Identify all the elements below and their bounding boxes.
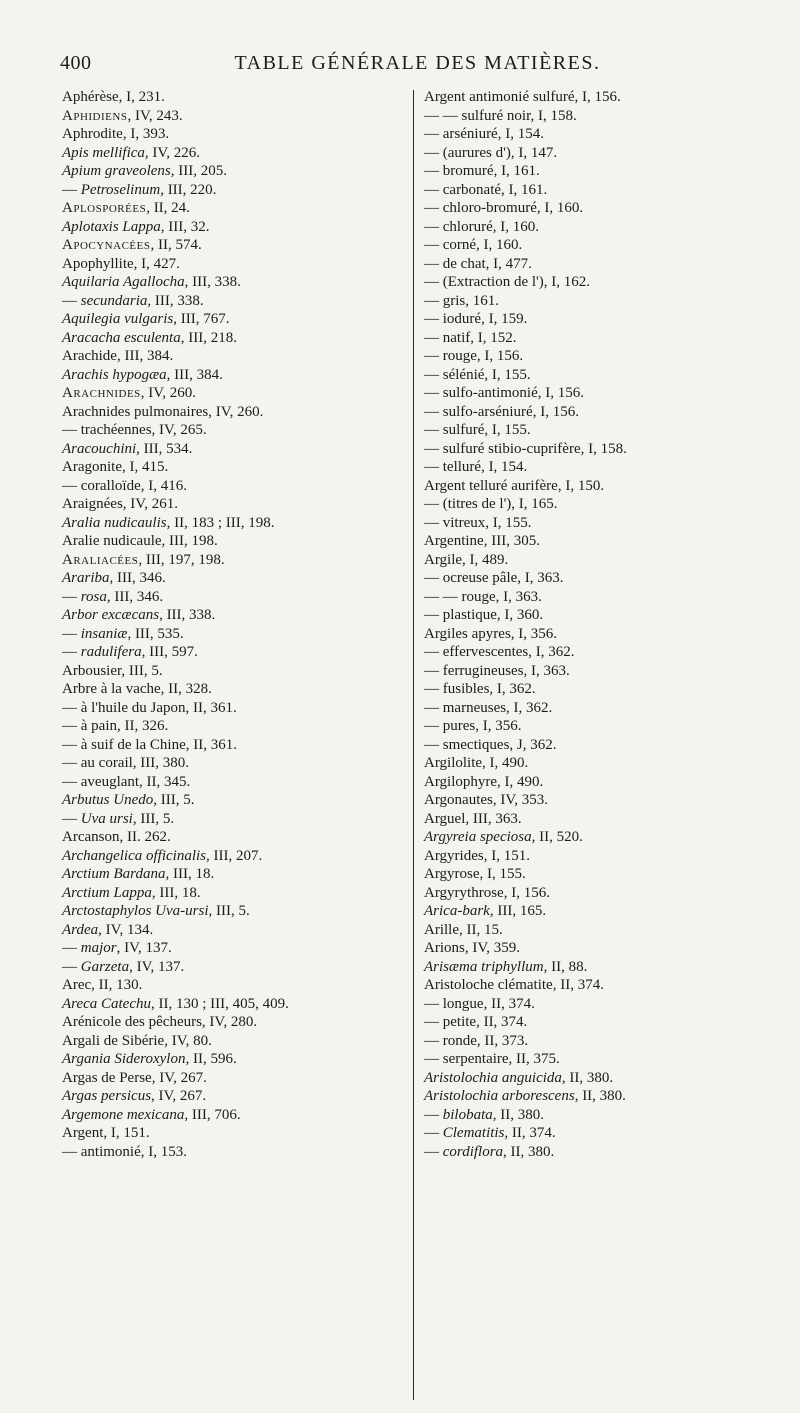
entry-text: , II, 130 ; III, 405, 409.	[151, 995, 289, 1012]
entry-text: Argonautes, IV, 353.	[424, 792, 549, 808]
entry-text: , III, 197, 198.	[138, 551, 225, 568]
index-entry	[62, 292, 402, 311]
index-column-right	[424, 88, 774, 1161]
index-entry	[424, 384, 774, 403]
running-title: TABLE GÉNÉRALE DES MATIÈRES.	[234, 52, 601, 74]
entry-latin-name: Clematitis	[442, 1125, 505, 1141]
entry-text: —	[62, 644, 81, 660]
entry-family-name: Araliacées	[62, 551, 139, 568]
index-entry	[62, 162, 402, 181]
entry-text: — plastique, I, 360.	[424, 607, 544, 623]
entry-text: , III, 18.	[165, 866, 215, 882]
entry-latin-name: Arctium Bardana	[62, 866, 166, 882]
index-entry	[62, 495, 402, 514]
entry-text: — (aurures d'), I, 147.	[424, 144, 558, 161]
entry-text: — carbonaté, I, 161.	[424, 181, 548, 198]
index-entry	[424, 495, 774, 514]
entry-text: Argyrythrose, I, 156.	[424, 884, 550, 901]
index-entry	[424, 273, 774, 292]
entry-text: — coralloïde, I, 416.	[62, 477, 187, 494]
entry-text: , II, 380.	[503, 1143, 555, 1160]
index-entry	[424, 107, 774, 126]
index-entry	[62, 847, 402, 866]
entry-text: — — rouge, I, 363.	[424, 588, 542, 605]
index-entry	[424, 995, 774, 1014]
entry-text: Arénicole des pêcheurs, IV, 280.	[62, 1014, 258, 1030]
index-entry	[424, 1013, 774, 1032]
index-entry	[62, 921, 402, 940]
index-entry	[62, 865, 402, 884]
index-entry	[62, 144, 402, 163]
index-entry	[62, 181, 402, 200]
entry-latin-name: Aplotaxis Lappa	[62, 218, 161, 235]
entry-text: —	[424, 1106, 443, 1123]
index-entry	[62, 625, 402, 644]
index-entry	[424, 680, 774, 699]
index-entry	[62, 1032, 402, 1051]
entry-text: — natif, I, 152.	[424, 329, 517, 346]
entry-text: , III, 535.	[127, 625, 184, 642]
index-entry	[62, 125, 402, 144]
index-entry	[424, 810, 774, 829]
entry-text: , IV, 134.	[98, 921, 154, 938]
entry-text: — smectiques, J, 362.	[424, 736, 557, 753]
index-entry	[424, 902, 774, 921]
column-divider	[413, 90, 414, 1400]
index-entry	[62, 810, 402, 829]
entry-text: — chloro-bromuré, I, 160.	[424, 200, 584, 216]
entry-text: Argilophyre, I, 490.	[424, 773, 544, 790]
entry-text: , III, 597.	[141, 644, 198, 660]
entry-latin-name: Garzeta	[80, 958, 130, 975]
entry-text: — corné, I, 160.	[424, 237, 523, 253]
entry-text: — sulfo-antimonié, I, 156.	[424, 385, 584, 401]
entry-text: Argas de Perse, IV, 267.	[62, 1069, 207, 1086]
entry-text: Argent, I, 151.	[62, 1125, 150, 1141]
index-entry	[62, 403, 402, 422]
index-entry	[424, 477, 774, 496]
entry-text: — (titres de l'), I, 165.	[424, 496, 558, 512]
entry-text: Argent antimonié sulfuré, I, 156.	[424, 89, 621, 105]
index-entry	[424, 144, 774, 163]
entry-text: Aristoloche clématite, II, 374.	[424, 977, 604, 993]
index-entry	[424, 181, 774, 200]
entry-text: —	[62, 940, 81, 956]
entry-text: Argile, I, 489.	[424, 551, 509, 568]
entry-text: Arions, IV, 359.	[424, 940, 520, 956]
entry-latin-name: Petroselinum	[80, 181, 161, 198]
index-entry	[424, 865, 774, 884]
index-entry	[62, 384, 402, 403]
index-entry	[62, 995, 402, 1014]
index-entry	[424, 939, 774, 958]
entry-text: , IV, 137.	[116, 940, 172, 956]
entry-text: — trachéennes, IV, 265.	[62, 422, 207, 438]
entry-text: Aralie nudicaule, III, 198.	[62, 533, 218, 549]
entry-text: , II, 596.	[185, 1051, 237, 1067]
entry-text: , III, 165.	[489, 903, 547, 919]
entry-text: — marneuses, I, 362.	[424, 699, 553, 716]
entry-text: Araignées, IV, 261.	[62, 496, 178, 512]
entry-text: — effervescentes, I, 362.	[424, 644, 575, 660]
index-entry	[424, 1143, 774, 1162]
entry-latin-name: Arctium Lappa	[62, 884, 152, 901]
entry-latin-name: Uva ursi	[80, 810, 133, 827]
entry-text: , III, 205.	[170, 163, 227, 179]
index-entry	[62, 1069, 402, 1088]
entry-text: , III, 218.	[180, 329, 237, 346]
entry-latin-name: Arbor excæcans	[62, 607, 160, 623]
index-entry	[424, 773, 774, 792]
entry-latin-name: Arbutus Unedo	[62, 792, 154, 808]
entry-text: , III, 338.	[147, 292, 204, 309]
entry-latin-name: Aristolochia anguicida	[424, 1069, 562, 1086]
entry-latin-name: Argas persicus	[62, 1088, 152, 1104]
entry-text: — fusibles, I, 362.	[424, 681, 536, 697]
index-entry	[424, 736, 774, 755]
entry-text: — ronde, II, 373.	[424, 1032, 529, 1049]
entry-text: , II, 574.	[150, 237, 202, 253]
index-entry	[424, 588, 774, 607]
index-entry	[62, 347, 402, 366]
index-entry	[424, 162, 774, 181]
index-entry	[62, 218, 402, 237]
entry-latin-name: Apis mellifica	[62, 144, 145, 161]
entry-text: , III, 32.	[160, 218, 210, 235]
index-entry	[62, 902, 402, 921]
index-entry	[62, 828, 402, 847]
index-entry	[62, 1013, 402, 1032]
entry-text: , III, 346.	[106, 588, 164, 605]
index-column-left	[62, 88, 402, 1161]
index-entry	[62, 754, 402, 773]
index-entry	[424, 884, 774, 903]
index-entry	[62, 440, 402, 459]
index-entry	[62, 310, 402, 329]
index-entry	[62, 1124, 402, 1143]
entry-latin-name: Ardea	[62, 921, 99, 938]
index-entry	[62, 976, 402, 995]
index-entry	[62, 736, 402, 755]
index-entry	[424, 1124, 774, 1143]
entry-text: —	[62, 181, 81, 198]
index-entry	[62, 458, 402, 477]
entry-text: — antimonié, I, 153.	[62, 1143, 187, 1160]
entry-text: — rouge, I, 156.	[424, 348, 524, 364]
entry-latin-name: radulifera	[80, 644, 142, 660]
index-entry	[62, 606, 402, 625]
entry-text: Arbre à la vache, II, 328.	[62, 681, 212, 697]
entry-text: Argiles apyres, I, 356.	[424, 625, 558, 642]
index-entry	[424, 606, 774, 625]
entry-latin-name: Arisæma triphyllum	[424, 958, 544, 975]
index-entry	[424, 625, 774, 644]
entry-text: , III, 534.	[136, 440, 193, 457]
entry-latin-name: Arica-bark	[424, 903, 490, 919]
entry-text: Aphérèse, I, 231.	[62, 89, 165, 105]
index-entry	[62, 662, 402, 681]
entry-family-name: Apocynacées	[62, 237, 151, 253]
entry-text: — arséniuré, I, 154.	[424, 126, 544, 142]
index-entry	[424, 292, 774, 311]
entry-text: Argentine, III, 305.	[424, 533, 540, 549]
entry-latin-name: Arariba	[62, 570, 110, 586]
entry-latin-name: cordiflora	[442, 1143, 504, 1160]
index-entry	[424, 699, 774, 718]
entry-text: , III, 5.	[132, 810, 175, 827]
entry-text: — ferrugineuses, I, 363.	[424, 662, 570, 679]
page-header	[60, 52, 775, 80]
index-entry	[62, 366, 402, 385]
index-entry	[62, 1087, 402, 1106]
entry-text: Aphrodite, I, 393.	[62, 126, 170, 142]
entry-text: — de chat, I, 477.	[424, 255, 532, 272]
index-entry	[424, 403, 774, 422]
index-entry	[62, 255, 402, 274]
entry-latin-name: Argemone mexicana	[62, 1106, 185, 1123]
entry-text: Argyrose, I, 155.	[424, 866, 526, 882]
index-entry	[424, 1050, 774, 1069]
index-entry	[424, 236, 774, 255]
entry-text: — sulfuré stibio-cuprifère, I, 158.	[424, 440, 627, 457]
index-entry	[424, 1087, 774, 1106]
entry-text: , III, 338.	[184, 274, 241, 290]
entry-text: — bromuré, I, 161.	[424, 163, 540, 179]
entry-text: , III, 207.	[206, 847, 263, 864]
entry-text: — gris, 161.	[424, 292, 499, 309]
entry-latin-name: Aralia nudicaulis	[62, 514, 167, 531]
entry-text: , II, 183 ; III, 198.	[166, 514, 275, 531]
index-entry	[62, 643, 402, 662]
entry-latin-name: rosa	[80, 588, 107, 605]
index-entry	[424, 255, 774, 274]
entry-text: , III, 18.	[151, 884, 201, 901]
entry-latin-name: bilobata	[442, 1106, 493, 1123]
index-entry	[424, 569, 774, 588]
entry-text: Argali de Sibérie, IV, 80.	[62, 1032, 212, 1049]
index-entry	[62, 1050, 402, 1069]
index-entry	[424, 199, 774, 218]
entry-text: — pures, I, 356.	[424, 718, 522, 734]
entry-text: — petite, II, 374.	[424, 1014, 528, 1030]
entry-text: Argent telluré aurifère, I, 150.	[424, 477, 605, 494]
entry-text: , III, 220.	[160, 181, 217, 198]
entry-latin-name: Aracouchini	[62, 440, 137, 457]
entry-text: — longue, II, 374.	[424, 995, 535, 1012]
entry-text: , II, 380.	[574, 1088, 626, 1104]
index-entry	[62, 791, 402, 810]
entry-text: — au corail, III, 380.	[62, 755, 190, 771]
index-entry	[424, 791, 774, 810]
index-entry	[62, 569, 402, 588]
entry-text: , III, 5.	[153, 792, 195, 808]
index-entry	[424, 828, 774, 847]
index-entry	[62, 551, 402, 570]
entry-text: — serpentaire, II, 375.	[424, 1051, 560, 1067]
entry-text: Arille, II, 15.	[424, 921, 503, 938]
entry-text: , III, 346.	[109, 570, 166, 586]
entry-text: , II, 88.	[543, 958, 588, 975]
index-entry	[62, 514, 402, 533]
index-entry	[424, 347, 774, 366]
index-entry	[62, 588, 402, 607]
entry-text: — aveuglant, II, 345.	[62, 773, 191, 790]
entry-family-name: Arachnides	[62, 385, 141, 401]
index-entry	[62, 236, 402, 255]
entry-latin-name: Argania Sideroxylon	[62, 1051, 186, 1067]
entry-latin-name: Aquilegia vulgaris	[62, 311, 174, 327]
index-entry	[424, 551, 774, 570]
entry-text: — sulfuré, I, 155.	[424, 422, 531, 438]
index-entry	[424, 514, 774, 533]
entry-family-name: Aphidiens	[62, 107, 128, 124]
entry-text: —	[424, 1125, 443, 1141]
entry-text: , II, 380.	[492, 1106, 545, 1123]
index-entry	[424, 532, 774, 551]
index-entry	[62, 199, 402, 218]
entry-latin-name: Aracacha esculenta	[62, 329, 181, 346]
index-entry	[62, 1143, 402, 1162]
entry-latin-name: insaniæ	[80, 625, 128, 642]
entry-latin-name: Archangelica officinalis	[62, 847, 207, 864]
entry-text: , III, 706.	[184, 1106, 241, 1123]
entry-text: Arguel, III, 363.	[424, 810, 522, 827]
entry-text: Argyrides, I, 151.	[424, 847, 530, 864]
index-entry	[424, 958, 774, 977]
entry-text: Arachnides pulmonaires, IV, 260.	[62, 403, 264, 420]
entry-latin-name: Aristolochia arborescens	[424, 1088, 575, 1104]
page-number: 400	[60, 52, 92, 74]
entry-text: , IV, 226.	[144, 144, 201, 161]
index-entry	[424, 643, 774, 662]
entry-text: , II, 520.	[531, 829, 583, 845]
entry-text: — (Extraction de l'), I, 162.	[424, 274, 590, 290]
entry-text: —	[62, 810, 81, 827]
entry-latin-name: secundaria	[80, 292, 148, 309]
entry-text: — telluré, I, 154.	[424, 459, 528, 475]
index-entry	[424, 662, 774, 681]
index-entry	[62, 421, 402, 440]
index-entry	[424, 921, 774, 940]
entry-latin-name: major	[80, 940, 117, 956]
entry-text: , III, 384.	[166, 366, 223, 383]
index-entry	[424, 458, 774, 477]
index-entry	[62, 273, 402, 292]
index-entry	[62, 88, 402, 107]
entry-text: — chloruré, I, 160.	[424, 218, 539, 235]
index-entry	[424, 1106, 774, 1125]
entry-text: , III, 767.	[173, 311, 230, 327]
index-entry	[62, 1106, 402, 1125]
entry-latin-name: Argyreia speciosa	[424, 829, 532, 845]
index-entry	[62, 717, 402, 736]
entry-text: — — sulfuré noir, I, 158.	[424, 107, 577, 124]
entry-text: — vitreux, I, 155.	[424, 514, 532, 531]
entry-text: , IV, 260.	[140, 385, 196, 401]
index-entry	[62, 958, 402, 977]
index-entry	[62, 939, 402, 958]
entry-text: — ioduré, I, 159.	[424, 311, 528, 327]
entry-text: , II, 374.	[504, 1125, 556, 1141]
entry-text: , IV, 137.	[129, 958, 185, 975]
index-entry	[62, 680, 402, 699]
entry-text: , II, 24.	[146, 200, 190, 216]
index-entry	[424, 440, 774, 459]
index-entry	[424, 125, 774, 144]
entry-latin-name: Arctostaphylos Uva-ursi	[62, 903, 209, 919]
entry-text: Aragonite, I, 415.	[62, 459, 169, 475]
entry-text: — ocreuse pâle, I, 363.	[424, 570, 564, 586]
index-entry	[424, 754, 774, 773]
entry-text: —	[62, 588, 81, 605]
entry-text: , II, 380.	[561, 1069, 614, 1086]
index-entry	[424, 218, 774, 237]
entry-text: — à pain, II, 326.	[62, 718, 169, 734]
entry-text: Argilolite, I, 490.	[424, 755, 529, 771]
entry-text: — à suif de la Chine, II, 361.	[62, 736, 237, 753]
entry-text: —	[62, 958, 81, 975]
entry-latin-name: Arachis hypogæa	[62, 366, 167, 383]
entry-family-name: Aplosporées	[62, 200, 147, 216]
index-entry	[424, 1032, 774, 1051]
entry-latin-name: Areca Catechu	[62, 995, 151, 1012]
index-entry	[424, 88, 774, 107]
index-entry	[424, 976, 774, 995]
index-entry	[424, 421, 774, 440]
entry-text: —	[424, 1143, 443, 1160]
index-entry	[62, 532, 402, 551]
index-entry	[424, 847, 774, 866]
index-entry	[424, 310, 774, 329]
index-entry	[424, 1069, 774, 1088]
entry-text: Arec, II, 130.	[62, 977, 143, 993]
entry-text: — à l'huile du Japon, II, 361.	[62, 699, 237, 716]
entry-text: — sulfo-arséniuré, I, 156.	[424, 403, 579, 420]
index-entry	[62, 477, 402, 496]
entry-text: —	[62, 625, 81, 642]
entry-text: Apophyllite, I, 427.	[62, 255, 180, 272]
index-entry	[62, 699, 402, 718]
index-entry	[62, 884, 402, 903]
entry-text: Arcanson, II. 262.	[62, 829, 171, 845]
entry-latin-name: Aquilaria Agallocha	[62, 274, 185, 290]
entry-text: , IV, 243.	[127, 107, 183, 124]
entry-text: , III, 338.	[159, 607, 216, 623]
entry-text: —	[62, 292, 81, 309]
entry-text: Arbousier, III, 5.	[62, 662, 163, 679]
entry-text: — sélénié, I, 155.	[424, 366, 531, 383]
index-entry	[62, 107, 402, 126]
entry-text: Arachide, III, 384.	[62, 348, 174, 364]
entry-text: , III, 5.	[208, 903, 250, 919]
entry-latin-name: Apium graveolens	[62, 163, 171, 179]
index-entry	[62, 329, 402, 348]
index-entry	[424, 329, 774, 348]
entry-text: , IV, 267.	[151, 1088, 207, 1104]
index-entry	[62, 773, 402, 792]
index-entry	[424, 366, 774, 385]
index-entry	[424, 717, 774, 736]
